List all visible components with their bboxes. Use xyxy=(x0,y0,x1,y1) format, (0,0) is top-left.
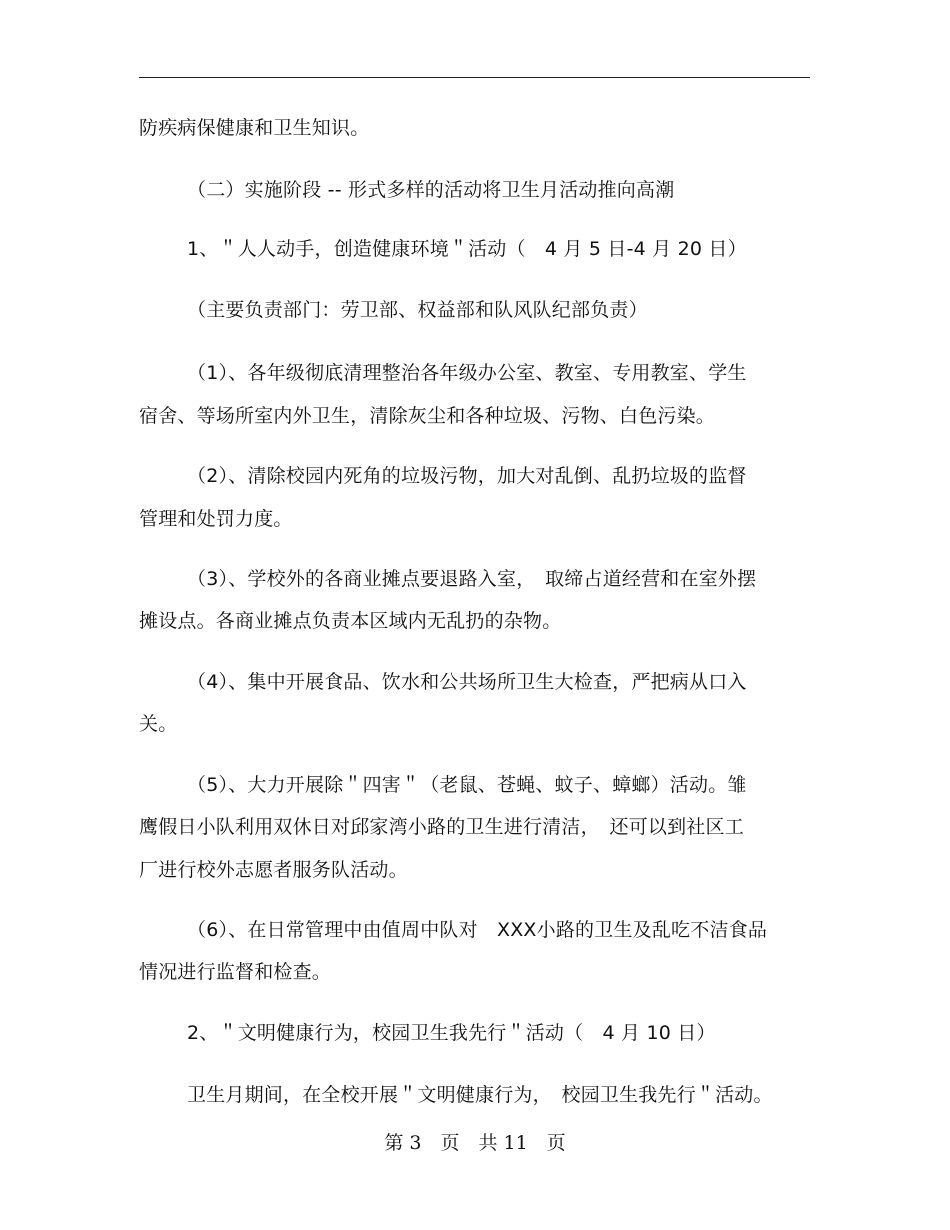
section-heading: （二）实施阶段 -- 形式多样的活动将卫生月活动推向高潮 xyxy=(187,179,675,201)
page-footer: 第 3 页 共 11 页 xyxy=(384,1132,566,1154)
text-line: 厂进行校外志愿者服务队活动。 xyxy=(139,859,408,881)
header-rule xyxy=(139,77,810,78)
text-line: （3）、学校外的各商业摊点要退路入室， 取缔占道经营和在室外摆 xyxy=(187,568,757,590)
text-line: 摊设点。各商业摊点负责本区域内无乱扔的杂物。 xyxy=(139,610,562,632)
text-line: 鹰假日小队利用双休日对邱家湾小路的卫生进行清洁， 还可以到社区工 xyxy=(139,816,744,838)
activity-heading-2: 2、＂文明健康行为，校园卫生我先行＂活动（ 4 月 10 日） xyxy=(187,1022,716,1044)
text-line: （2）、清除校园内死角的垃圾污物，加大对乱倒、乱扔垃圾的监督 xyxy=(187,465,747,487)
text-line: 管理和处罚力度。 xyxy=(139,508,293,530)
text-line: （1）、各年级彻底清理整治各年级办公室、教室、专用教室、学生 xyxy=(187,362,747,384)
text-line: 关。 xyxy=(139,713,178,735)
activity-heading-1: 1、＂人人动手，创造健康环境＂活动（ 4 月 5 日-4 月 20 日） xyxy=(187,238,747,260)
text-line: （6）、在日常管理中由值周中队对 XXX小路的卫生及乱吃不洁食品 xyxy=(187,919,768,941)
text-line: 防疾病保健康和卫生知识。 xyxy=(139,117,370,139)
text-line: （4）、集中开展食品、饮水和公共场所卫生大检查，严把病从口入 xyxy=(187,671,747,693)
text-line: 宿舍、等场所室内外卫生，清除灰尘和各种垃圾、污物、白色污染。 xyxy=(139,405,716,427)
text-line: （5）、大力开展除＂四害＂（老鼠、苍蝇、蚊子、蟑螂）活动。雏 xyxy=(187,774,747,796)
text-line: 情况进行监督和检查。 xyxy=(139,961,332,983)
text-line: （主要负责部门：劳卫部、权益部和队风队纪部负责） xyxy=(187,299,648,321)
text-line: 卫生月期间，在全校开展＂文明健康行为， 校园卫生我先行＂活动。 xyxy=(187,1084,773,1106)
